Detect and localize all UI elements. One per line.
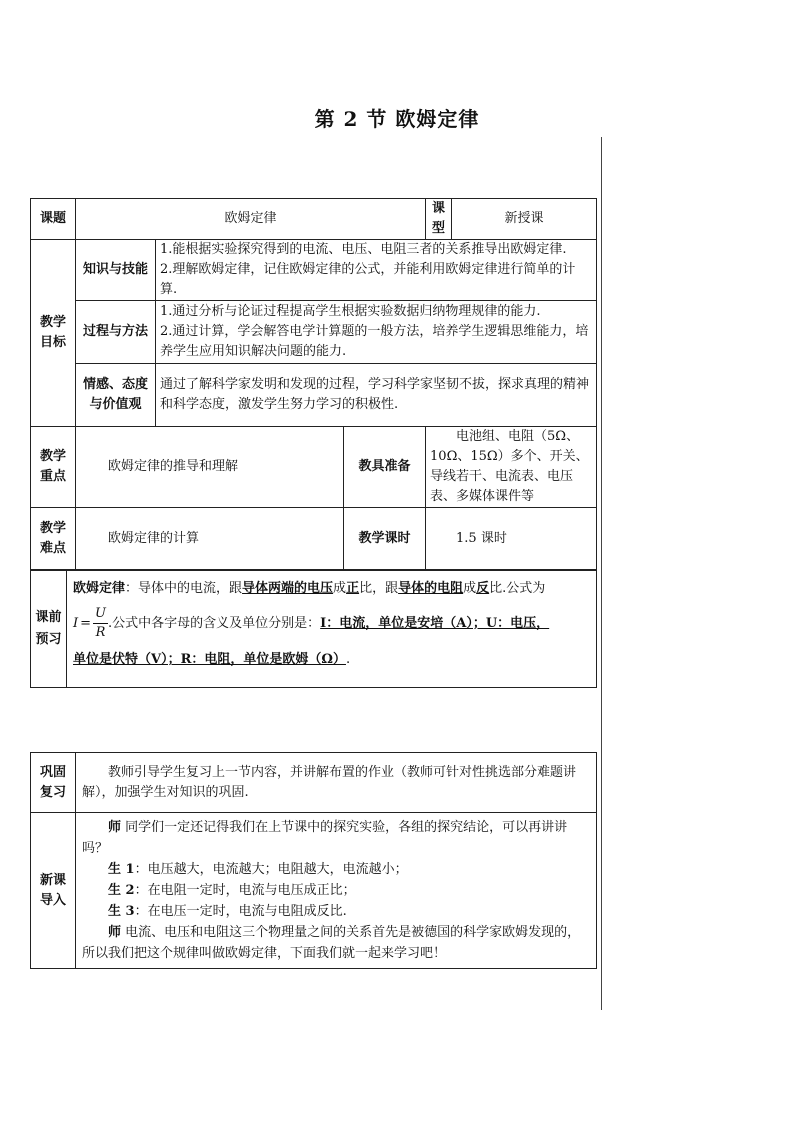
speaker: 师 [108, 820, 122, 835]
speaker: 生 1 [108, 862, 135, 877]
topic-value: 欧姆定律 [76, 199, 426, 240]
type-value: 新授课 [452, 199, 597, 240]
dialogue-line [82, 880, 590, 901]
speech: ：电压越大，电流越大；电阻越大，电流越小； [134, 862, 408, 877]
formula-fraction [93, 605, 108, 642]
speech: 同学们一定还记得我们在上节课中的探究实验，各组的探究结论，可以再讲讲吗？ [82, 820, 568, 856]
formula-lhs: I [73, 615, 79, 631]
key-value: 欧姆定律的推导和理解 [76, 427, 344, 508]
preview-text: 比，跟 [359, 581, 399, 596]
speech: ：在电压一定时，电流与电阻成反比. [134, 904, 347, 919]
dialogue-line [82, 817, 590, 859]
key-label: 教学重点 [31, 427, 76, 508]
review-label: 巩固复习 [31, 753, 76, 813]
speaker: 生 2 [108, 883, 135, 898]
intro-dialogue [76, 813, 597, 969]
speech: 电流、电压和电阻这三个物理量之间的关系首先是被德国的科学家欧姆发现的，所以我们把这个规律叫做欧姆定律，下面我们就一起来学习吧！ [82, 925, 581, 961]
tools-label: 教具准备 [344, 427, 426, 508]
dialogue-line [82, 901, 590, 922]
speaker: 师 [108, 925, 122, 940]
dialogue-line [82, 859, 590, 880]
goal-line: 1.能根据实验探究得到的电流、电压、电阻三者的关系推导出欧姆定律. [160, 242, 567, 257]
fill-blank: 导体两端的电压 [242, 581, 334, 596]
intro-label: 新课导入 [31, 813, 76, 969]
preview-text: 成 [333, 581, 347, 596]
goal-text-process [156, 301, 597, 364]
speaker: 生 3 [108, 904, 135, 919]
preview-text: 成 [463, 581, 477, 596]
goal-label-attitude: 情感、态度与价值观 [76, 364, 156, 427]
ohm-formula [73, 605, 108, 642]
margin-rule [601, 137, 602, 1010]
formula-eq: = [80, 615, 92, 631]
goal-line: 2.通过计算，学会解答电学计算题的一般方法，培养学生逻辑思维能力，培养学生应用知识解决问题的能力. [160, 324, 589, 359]
preview-label: 课前预习 [31, 571, 67, 688]
review-text: 教师引导学生复习上一节内容，并讲解布置的作业（教师可针对性挑选部分难题讲解），加强学生对知识的巩固. [76, 753, 597, 813]
page-title: 第 2 节 欧姆定律 [314, 107, 480, 131]
goals-label: 教学目标 [31, 240, 76, 427]
goal-text-attitude [156, 364, 597, 427]
tools-value: 电池组、电阻（5Ω、10Ω、15Ω）多个、开关、导线若干、电流表、电压表、多媒体课件等 [426, 427, 597, 508]
hours-label: 教学课时 [344, 508, 426, 570]
difficulty-label: 教学难点 [31, 508, 76, 570]
answer-line: I：电流，单位是安培（A）；U：电压， [320, 615, 550, 631]
preview-text: ：导体中的电流，跟 [125, 581, 243, 596]
goal-line: 1.通过分析与论证过程提高学生根据实验数据归纳物理规律的能力. [160, 304, 541, 319]
fill-blank: 导体的电阻 [398, 581, 464, 596]
goal-label-process: 过程与方法 [76, 301, 156, 364]
formula-numerator: U [93, 605, 108, 624]
goal-text-knowledge [156, 240, 597, 301]
preview-table [30, 570, 597, 688]
lesson-flow-table [30, 752, 597, 969]
law-name: 欧姆定律 [73, 581, 126, 596]
goal-line: 2.理解欧姆定律，记住欧姆定律的公式，并能利用欧姆定律进行简单的计算. [160, 262, 576, 297]
goal-label-knowledge: 知识与技能 [76, 240, 156, 301]
type-label: 课型 [426, 199, 452, 240]
speech: ：在电阻一定时，电流与电压成正比； [134, 883, 356, 898]
answer-line: 单位是伏特（V）；R：电阻，单位是欧姆（Ω） [73, 652, 346, 667]
difficulty-value: 欧姆定律的计算 [76, 508, 344, 570]
preview-text: .公式中各字母的含义及单位分别是： [108, 615, 321, 631]
preview-text: 比.公式为 [489, 581, 546, 596]
hours-value: 1.5 课时 [426, 508, 597, 570]
lesson-info-table [30, 198, 597, 570]
topic-label: 课题 [31, 199, 76, 240]
preview-content [67, 571, 597, 688]
fill-blank: 反 [476, 581, 490, 596]
formula-denominator: R [95, 625, 106, 640]
fill-blank: 正 [346, 581, 360, 596]
goal-line: 通过了解科学家发明和发现的过程，学习科学家坚韧不拔，探求真理的精神和科学态度，激发学生努力学习的积极性. [160, 377, 590, 412]
preview-text: . [345, 652, 351, 667]
dialogue-line [82, 922, 590, 964]
